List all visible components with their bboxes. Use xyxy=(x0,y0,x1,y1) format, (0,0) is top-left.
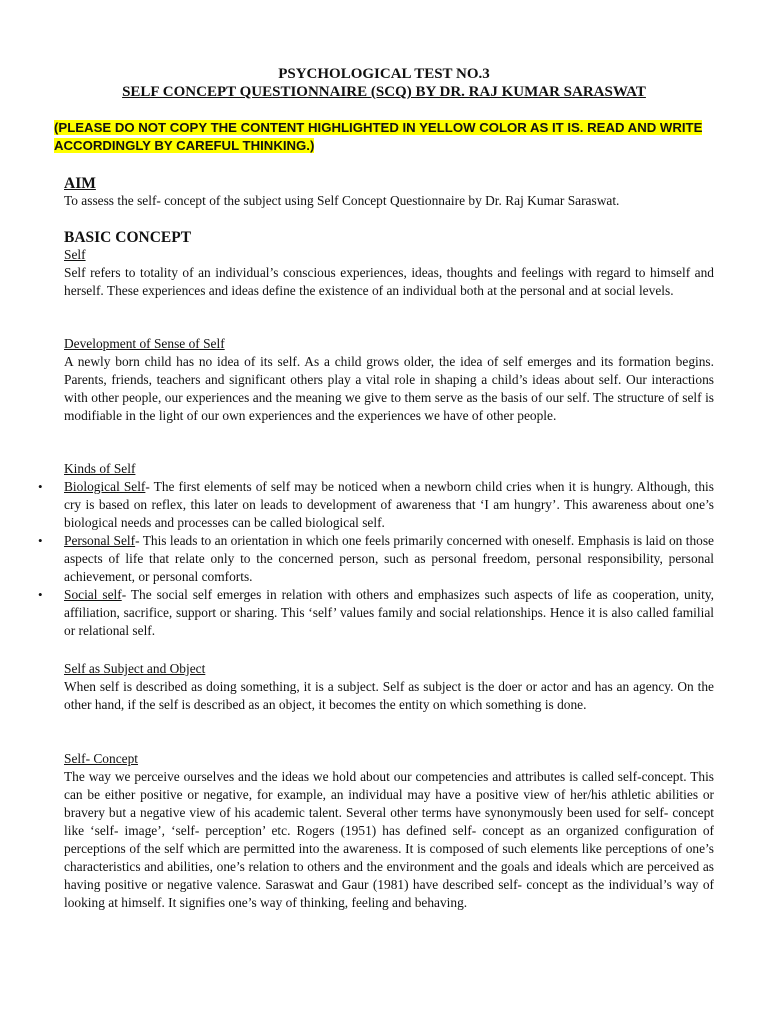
development-subheading: Development of Sense of Self xyxy=(64,336,225,351)
term-personal-self: Personal Self xyxy=(64,533,136,548)
self-subheading: Self xyxy=(64,247,86,262)
self-concept-paragraph: The way we perceive ourselves and the ideas we hold about our competencies and attributes is called self-concept. This can be either positive or negative, for example, an individual may have a positive view of her/his athletic abilities or bravery but a negative view of his academic talent. Several other terms have synonymously been used for self- concept like ‘self- image’, ‘self- perception’ etc. Rogers (1951) has defined self- concept as an organized configuration of perceptions of the self which are permitted into the awareness. It is composed of such elements like perceptions of one’s characteristics and abilities, one’s relation to others and the environment and the goals and ideals which are perceived as having positive or negative valence. Saraswat and Gaur (1981) have described self- concept as the individual’s way of looking at himself. It signifies one’s way of thinking, feeling and behaving. xyxy=(64,769,714,910)
subject-object-paragraph: When self is described as doing something, it is a subject. Self as subject is the doer or actor and has an agency. On the other hand, if the self is described as an object, it becomes the entity on which something is done. xyxy=(64,679,714,712)
kinds-of-self-list xyxy=(0,478,768,640)
subject-object-subheading: Self as Subject and Object xyxy=(64,661,206,676)
test-number-title: PSYCHOLOGICAL TEST NO.3 xyxy=(278,66,490,82)
self-concept-subheading: Self- Concept xyxy=(64,751,139,766)
questionnaire-title: SELF CONCEPT QUESTIONNAIRE (SCQ) BY DR. RAJ KUMAR SARASWAT xyxy=(122,84,646,100)
term-social-self: Social self xyxy=(64,587,122,602)
bullet-icon: • xyxy=(38,533,43,548)
bullet-icon: • xyxy=(38,479,43,494)
basic-concept-heading: BASIC CONCEPT xyxy=(64,229,192,246)
list-item-personal-self xyxy=(0,532,714,586)
kinds-of-self-subheading: Kinds of Self xyxy=(64,461,136,476)
aim-heading: AIM xyxy=(64,175,96,192)
highlighted-notice-text: (PLEASE DO NOT COPY THE CONTENT HIGHLIGHTED IN YELLOW COLOR AS IT IS. READ AND WRITE ACCORDINGLY BY CAREFUL THINKING.) xyxy=(54,120,703,153)
definition-social-self: - The social self emerges in relation with others and emphasizes such aspects of life as cooperation, unity, affiliation, sacrifice, support or sharing. This ‘self’ values family and social relationships. Hence it is also called familial or relational self. xyxy=(64,587,714,638)
copy-warning-notice xyxy=(54,119,714,154)
self-paragraph: Self refers to totality of an individual’s conscious experiences, ideas, thoughts and feelings with regard to himself and herself. These experiences and ideas define the existence of an individual both at the personal and at social levels. xyxy=(64,265,714,298)
development-paragraph: A newly born child has no idea of its self. As a child grows older, the idea of self emerges and its formation begins. Parents, friends, teachers and significant others play a vital role in shaping a child’s ideas about self. Our interactions with other people, our experiences and the meaning we give to them serve as the basis of our self. The structure of self is modifiable in the light of our own experiences and the experiences we have of other people. xyxy=(64,354,714,423)
list-item-social-self xyxy=(0,586,714,640)
list-item-biological-self xyxy=(0,478,714,532)
bullet-icon: • xyxy=(38,587,43,602)
definition-biological-self: - The first elements of self may be noticed when a newborn child cries when it is hungry. Although, this cry is based on reflex, this later on leads to development of awareness that ‘I am hungry’. This awareness about one’s biological needs and processes can be called biological self. xyxy=(64,479,714,530)
definition-personal-self: - This leads to an orientation in which one feels primarily concerned with oneself. Emphasis is laid on those aspects of life that relate only to the concerned person, such as personal freedom, personal responsibility, personal achievement, or personal comforts. xyxy=(64,533,714,584)
term-biological-self: Biological Self xyxy=(64,479,146,494)
aim-text: To assess the self- concept of the subject using Self Concept Questionnaire by Dr. Raj Kumar Saraswat. xyxy=(64,193,620,208)
